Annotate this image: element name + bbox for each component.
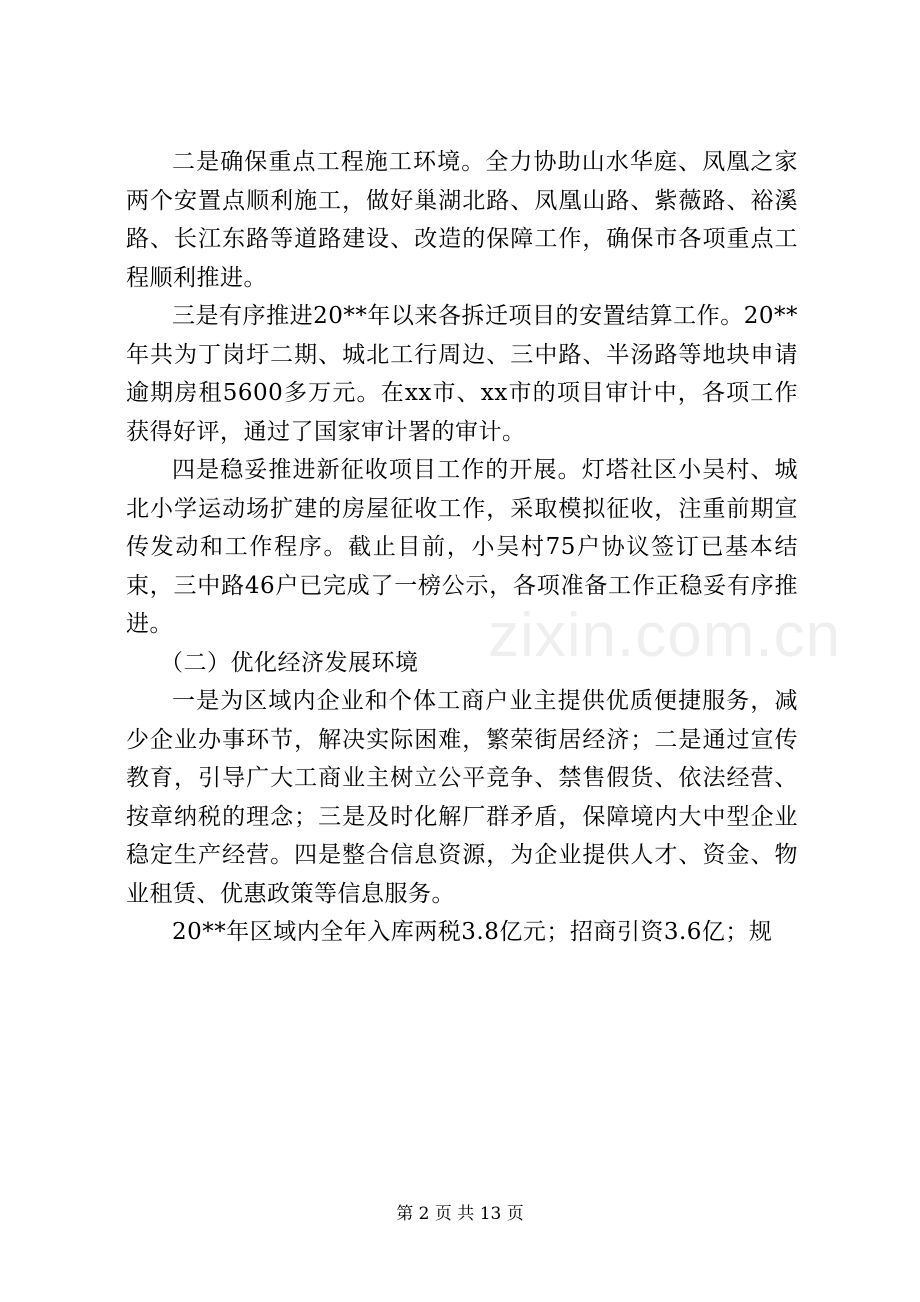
section-heading: （二）优化经济发展环境 <box>160 649 419 676</box>
paragraph-4: 一是为区域内企业和个体工商户业主提供优质便捷服务，减少企业办事环节，解决实际困难，繁荣街居经济；二是通过宣传教育，引导广大工商业主树立公平竞争、禁售假货、依法经营、按章纳税的理念；三是及时化解厂群矛盾，保障境内大中型企业稳定生产经营。四是整合信息资源，为企业提供人才、资金、物业租赁、优惠政策等信息服务。 <box>126 688 798 907</box>
page-footer: 第 2 页 共 13 页 <box>396 1204 524 1224</box>
document-body <box>126 143 798 952</box>
paragraph-3: 四是稳妥推进新征收项目工作的开展。灯塔社区小吴村、城北小学运动场扩建的房屋征收工作，采取模拟征收，注重前期宣传发动和工作程序。截止目前，小吴村75户协议签订已基本结束，三中路46户已完成了一榜公示，各项准备工作正稳妥有序推进。 <box>126 457 798 637</box>
watermark: zixin.com.cn <box>488 601 842 670</box>
paragraph-5: 20**年区域内全年入库两税3.8亿元；招商引资3.6亿；规 <box>172 919 773 945</box>
paragraph-1: 二是确保重点工程施工环境。全力协助山水华庭、凤凰之家两个安置点顺利施工，做好巢湖北路、凤凰山路、紫薇路、裕溪路、长江东路等道路建设、改造的保障工作，确保市各项重点工程顺利推进。 <box>126 149 798 291</box>
paragraph-2: 三是有序推进20**年以来各拆迁项目的安置结算工作。20**年共为丁岗圩二期、城北工行周边、三中路、半汤路等地块申请逾期房租5600多万元。在xx市、xx市的项目审计中，各项工作获得好评，通过了国家审计署的审计。 <box>126 303 798 445</box>
